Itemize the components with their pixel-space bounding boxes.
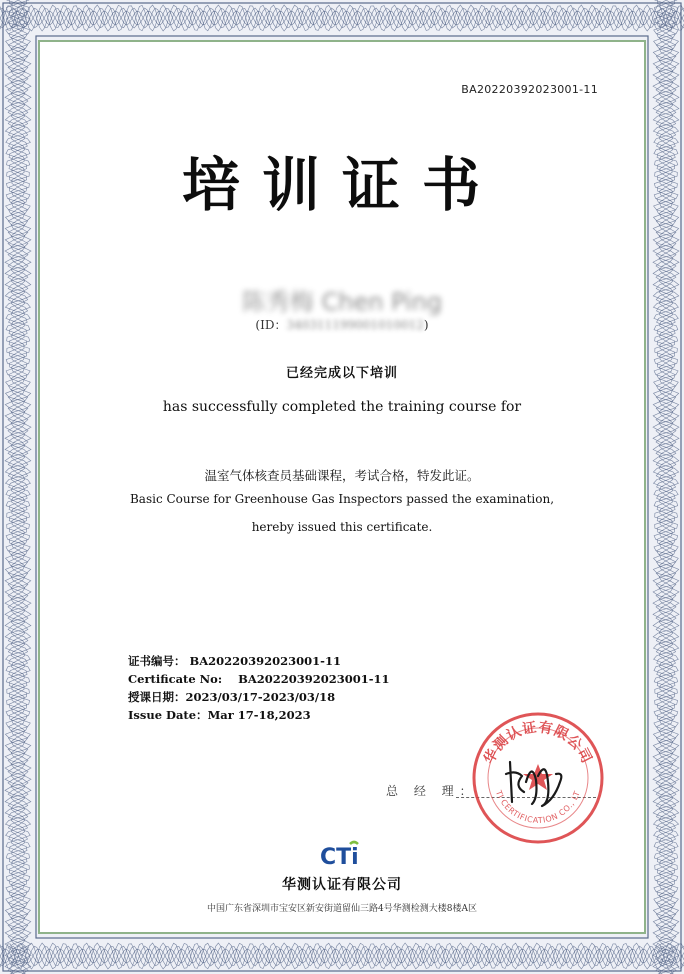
signature-drawing: [502, 752, 572, 812]
holder-id: [0, 316, 684, 333]
date-zh-row: [128, 688, 390, 706]
seal-text-en: TI CERTIFICATION CO., LT: [493, 789, 582, 825]
cti-logo-mark: [320, 840, 364, 870]
company-name: 华测认证有限公司: [282, 877, 402, 893]
cert-no-en-value: BA20220392023001-11: [238, 672, 390, 686]
certificate-number-top: BA20220392023001-11: [461, 83, 598, 96]
cert-no-zh-row: [128, 652, 390, 670]
cti-logo: [320, 840, 364, 874]
completed-statement-zh: 已经完成以下培训: [285, 366, 398, 381]
id-suffix: ): [423, 318, 429, 332]
seal-text-zh: 华测认证有限公司: [481, 719, 595, 767]
cert-no-en-label: Certificate No:: [128, 672, 223, 686]
issued-statement-en: hereby issued this certificate.: [251, 520, 433, 534]
completed-statement-en: has successfully completed the training course for: [162, 399, 522, 415]
company-address: 中国广东省深圳市宝安区新安街道留仙三路4号华测检测大楼8楼A区: [207, 904, 477, 914]
holder-name: 陈秀梅 Chen Ping: [241, 288, 443, 316]
date-zh-value: 2023/03/17-2023/03/18: [185, 690, 336, 704]
id-prefix: (ID：: [255, 318, 287, 332]
date-en-row: [128, 706, 390, 724]
cert-no-zh-label: 证书编号：: [128, 654, 186, 668]
cti-logo-text: CTi: [320, 845, 359, 870]
course-statement-zh: 温室气体核查员基础课程，考试合格，特发此证。: [204, 468, 480, 483]
manager-signature: [502, 752, 572, 816]
id-value: 340311199001010012: [286, 318, 424, 332]
general-manager-label: 总 经 理：: [386, 784, 478, 798]
date-en-label: Issue Date：: [128, 708, 208, 722]
certificate-details: [128, 652, 390, 724]
date-zh-label: 授课日期：: [128, 690, 186, 704]
cert-no-en-row: [128, 670, 390, 688]
course-statement-en: Basic Course for Greenhouse Gas Inspectors passed the examination,: [129, 492, 555, 506]
date-en-value: Mar 17-18,2023: [207, 708, 311, 722]
certificate-title: 培训证书: [181, 151, 502, 219]
cert-no-zh-value: BA20220392023001-11: [189, 654, 341, 668]
